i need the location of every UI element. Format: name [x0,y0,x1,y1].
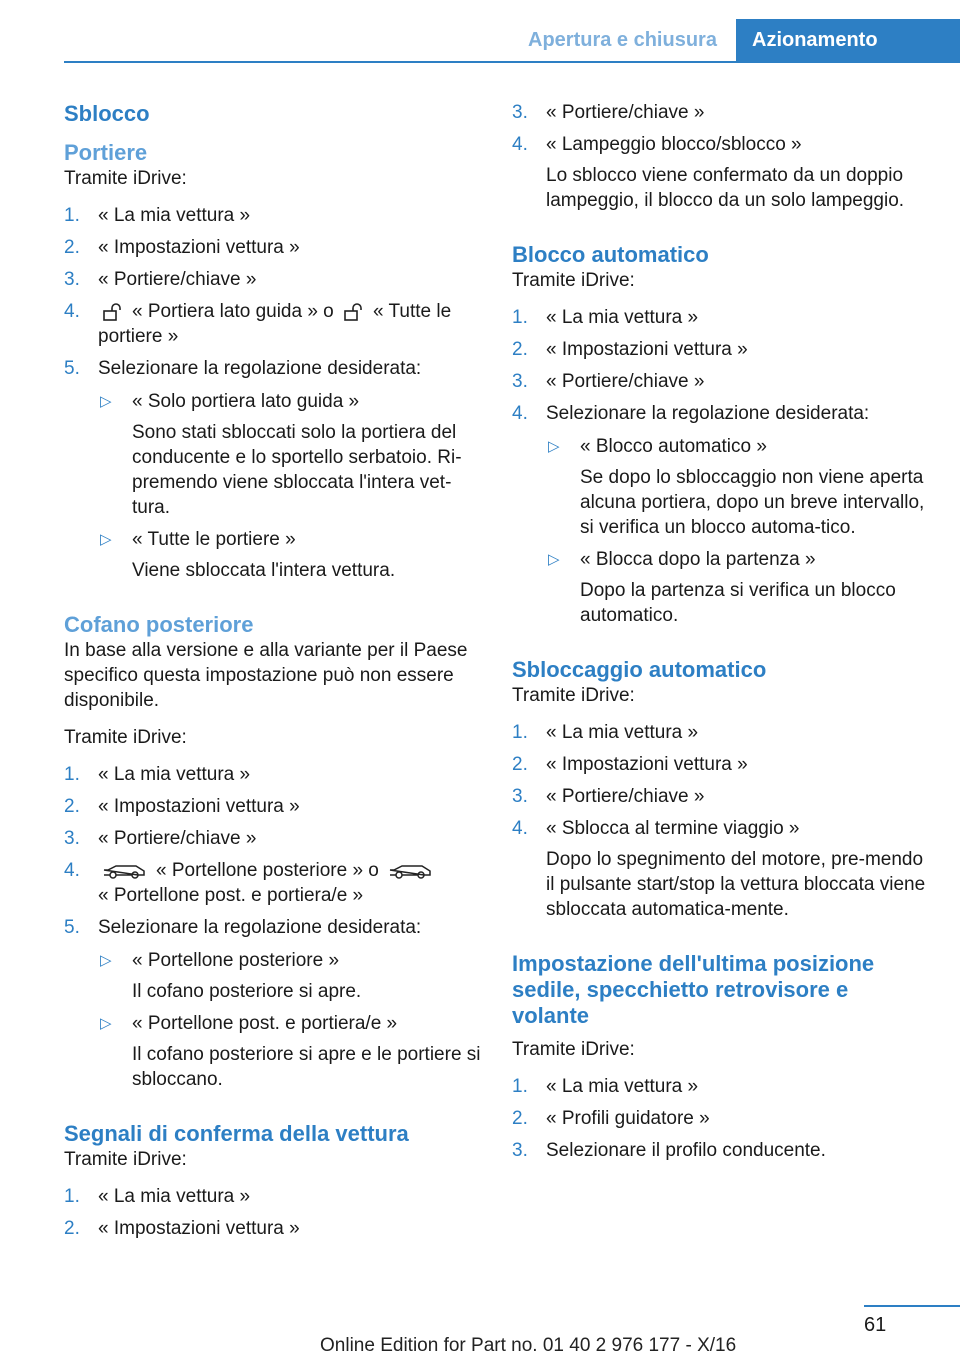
intro-text: Tramite iDrive: [64,1149,187,1170]
intro-text: Tramite iDrive: [64,168,187,189]
list-item: 1. « La mia vettura » [512,307,699,328]
intro-text: Tramite iDrive: [512,1039,635,1060]
list-item: 3. « Portiere/chiave » [512,102,705,123]
list-item: 4. « Portellone posteriore » o « Portellone post. e portiera/e » [64,858,484,908]
right-column [512,100,927,1170]
steps-impostazione [512,1074,927,1163]
unlock-icon [343,303,363,321]
list-item: 2. « Profili guidatore » [512,1108,710,1129]
left-column [64,100,484,1248]
heading-sbloccaggio-automatico: Sbloccaggio automatico [512,657,767,682]
list-item: 2. « Impostazioni vettura » [64,1218,300,1239]
list-item: 4. « Portiera lato guida » o « Tutte le portiere » [64,301,452,347]
triangle-bullet-icon: ▷ [100,1015,112,1032]
list-item: 4. « Lampeggio blocco/sblocco » Lo sblocco viene confermato da un doppio lampeggio, il blocco da un solo lampeggio. [512,134,905,211]
option-item: ▷ « Blocca dopo la partenza » Dopo la partenza si verifica un blocco automatico. [548,549,896,626]
list-item: 1. « La mia vettura » [64,764,251,785]
steps-portiere [64,203,484,583]
header-section-title: Apertura e chiusura [528,29,717,51]
steps-cofano [64,762,484,1092]
list-item: 5. Selezionare la regolazione desiderata: ▷ « Solo portiera lato guida » Sono stati sbloccati solo la portiera del conducente e lo sportello serbatoio. Ri-premendo viene sbloccata l'intera vet-tura. ▷ « Tutte le portiere » Viene sbloccata l'intera vettura. [64,356,484,583]
section-title-sblocco: Sblocco [64,101,150,126]
list-item: 3. « Portiere/chiave » [64,828,257,849]
triangle-bullet-icon: ▷ [100,393,112,410]
intro-text: Tramite iDrive: [512,685,635,706]
list-item: 1. « La mia vettura » [64,1186,251,1207]
list-item: 4. « Sblocca al termine viaggio » Dopo lo spegnimento del motore, pre-mendo il pulsante start/stop la vettura bloccata viene sbloccata automatica-mente. [512,818,926,920]
list-item: 3. Selezionare il profilo conducente. [512,1140,826,1161]
options-list [98,389,484,583]
edition-line: Online Edition for Part no. 01 40 2 976 177 - X/16 [320,1335,737,1356]
option-item: ▷ « Portellone post. e portiera/e » Il cofano posteriore si apre e le portiere si sbloccano. [100,1013,481,1090]
page-number: 61 [864,1314,887,1336]
heading-impostazione-posizione: Impostazione dell'ultima posizione sedile, specchietto retrovisore e volante [512,951,875,1028]
steps-segnali [64,1184,484,1241]
intro-text: Tramite iDrive: [64,727,187,748]
heading-portiere: Portiere [64,140,148,165]
option-item: ▷ « Solo portiera lato guida » Sono stati sbloccati solo la portiera del conducente e lo sportello serbatoio. Ri-premendo viene sbloccata l'intera vet-tura. [100,391,462,518]
car-tailgate-icon [102,862,146,880]
list-item: 3. « Portiere/chiave » [512,371,705,392]
heading-cofano-posteriore: Cofano posteriore [64,612,254,637]
triangle-bullet-icon: ▷ [548,551,560,568]
option-item: ▷ « Blocco automatico » Se dopo lo sbloccaggio non viene aperta alcuna portiera, dopo un breve intervallo, si verifica un blocco automa-tico. [548,436,925,538]
intro-text: Tramite iDrive: [512,270,635,291]
header-chapter-tab: Azionamento [736,19,960,63]
list-item: 3. « Portiere/chiave » [512,786,705,807]
option-item: ▷ « Tutte le portiere » Viene sbloccata l'intera vettura. [100,529,396,581]
list-item: 3. « Portiere/chiave » [64,269,257,290]
list-item: 2. « Impostazioni vettura » [64,237,300,258]
list-item: 2. « Impostazioni vettura » [512,754,748,775]
header-rule [64,61,960,63]
triangle-bullet-icon: ▷ [548,438,560,455]
car-tailgate-icon [388,862,432,880]
list-item: 4. Selezionare la regolazione desiderata: ▷ « Blocco automatico » Se dopo lo sbloccaggio non viene aperta alcuna portiera, dopo un breve intervallo, si verifica un blocco automa-tico. ▷ « Blocca dopo la partenza » Dopo la partenza si verifica un blocco automatico. [512,401,927,628]
triangle-bullet-icon: ▷ [100,531,112,548]
heading-blocco-automatico: Blocco automatico [512,242,709,267]
list-item: 1. « La mia vettura » [512,722,699,743]
note-text: In base alla versione e alla variante per il Paese specifico questa impostazione può non essere disponibile. [64,640,468,711]
triangle-bullet-icon: ▷ [100,952,112,969]
footer-rule [864,1305,960,1307]
heading-segnali-conferma: Segnali di conferma della vettura [64,1121,409,1146]
options-list [546,434,927,628]
steps-segnali-continued [512,100,927,213]
list-item: 2. « Impostazioni vettura » [64,796,300,817]
option-item: ▷ « Portellone posteriore » Il cofano posteriore si apre. [100,950,362,1002]
unlock-icon [102,303,122,321]
list-item: 1. « La mia vettura » [512,1076,699,1097]
steps-sbloccaggio [512,720,927,922]
list-item: 5. Selezionare la regolazione desiderata: ▷ « Portellone posteriore » Il cofano posteriore si apre. ▷ « Portellone post. e portiera/e » Il cofano posteriore si apre e le portiere si sbloccano. [64,915,484,1092]
list-item: 2. « Impostazioni vettura » [512,339,748,360]
list-item: 1. « La mia vettura » [64,205,251,226]
options-list [98,948,484,1092]
steps-blocco [512,305,927,628]
